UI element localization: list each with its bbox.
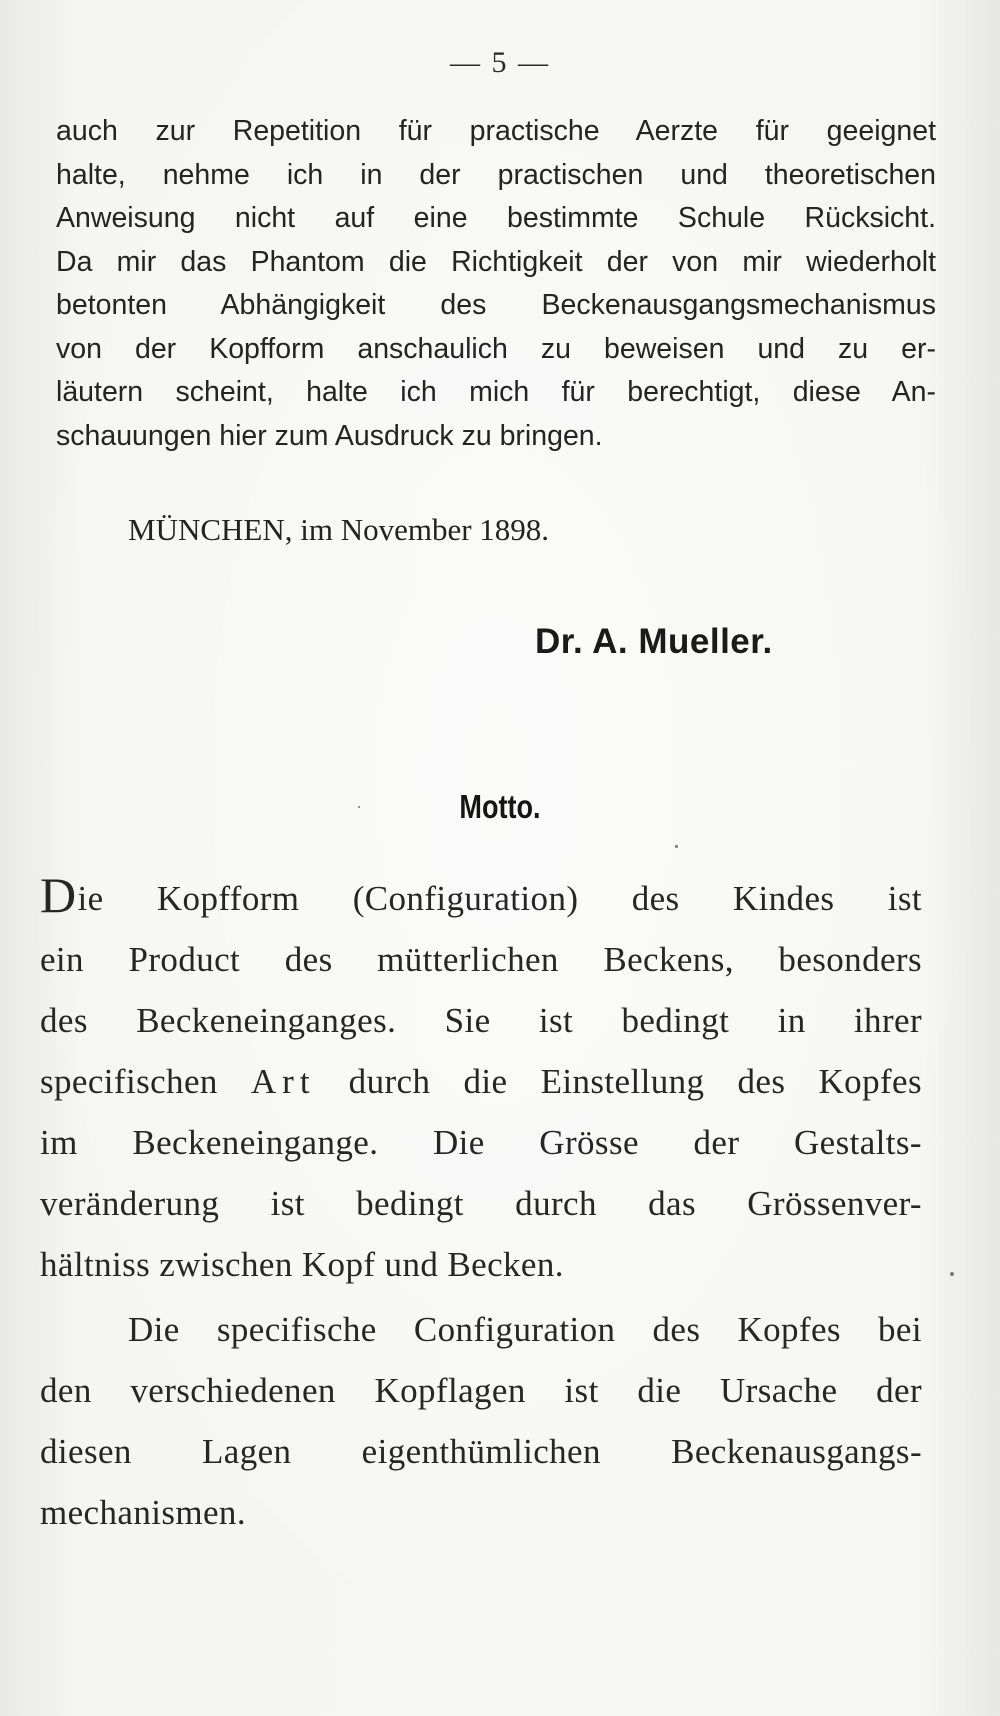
motto-line-text: Die specifische Configuration des Kopfes bei xyxy=(128,1310,922,1349)
preface-line: Anweisung nicht auf eine bestimmte Schule Rücksicht. xyxy=(56,202,936,234)
preface-paragraph xyxy=(56,110,936,458)
spaced-word: Art xyxy=(250,1062,316,1101)
motto-line: des Beckeneinganges. Sie ist bedingt in ihrer xyxy=(40,1001,922,1040)
motto-line xyxy=(40,868,922,929)
preface-line: auch zur Repetition für practische Aerzte für geeignet xyxy=(56,115,936,147)
motto-line: im Beckeneingange. Die Grösse der Gestalts- xyxy=(40,1123,922,1162)
motto-line: diesen Lagen eigenthümlichen Beckenausgangs- xyxy=(40,1432,922,1471)
motto-line xyxy=(40,1051,922,1112)
motto-line: hältniss zwischen Kopf und Becken. xyxy=(40,1245,564,1284)
motto-line-text: durch die Einstellung des Kopfes xyxy=(315,1062,922,1101)
motto-line: den verschiedenen Kopflagen ist die Ursache der xyxy=(40,1371,922,1410)
preface-line: halte, nehme ich in der practischen und theoretischen xyxy=(56,158,936,191)
motto-text xyxy=(40,868,922,1543)
paper-speck xyxy=(358,806,360,808)
place-date: MÜNCHEN, im November 1898. xyxy=(128,512,550,547)
motto-line: veränderung ist bedingt durch das Grössenver- xyxy=(40,1184,922,1223)
preface-line: Da mir das Phantom die Richtigkeit der von mir wiederholt xyxy=(56,245,936,278)
preface-line: betonten Abhängigkeit des Beckenausgangsmechanismus xyxy=(56,289,936,321)
motto-line: ein Product des mütterlichen Beckens, besonders xyxy=(40,940,922,979)
paper-speck xyxy=(950,1272,954,1276)
preface-line: schauungen hier zum Ausdruck zu bringen. xyxy=(56,419,603,452)
drop-cap: D xyxy=(40,867,77,923)
preface-line: läutern scheint, halte ich mich für berechtigt, diese An- xyxy=(56,376,936,408)
preface-line: von der Kopfform anschaulich zu beweisen und zu er- xyxy=(56,332,936,365)
motto-line: mechanismen. xyxy=(40,1493,246,1532)
motto-line xyxy=(40,1299,922,1360)
page-number: — 5 — xyxy=(450,46,550,79)
author-signature: Dr. A. Mueller. xyxy=(535,622,773,661)
paper-speck xyxy=(675,845,678,848)
motto-heading: Motto. xyxy=(459,788,541,825)
motto-line-text: ie Kopfform (Configuration) des Kindes ist xyxy=(77,879,922,918)
motto-line-text: specifischen xyxy=(40,1062,251,1101)
